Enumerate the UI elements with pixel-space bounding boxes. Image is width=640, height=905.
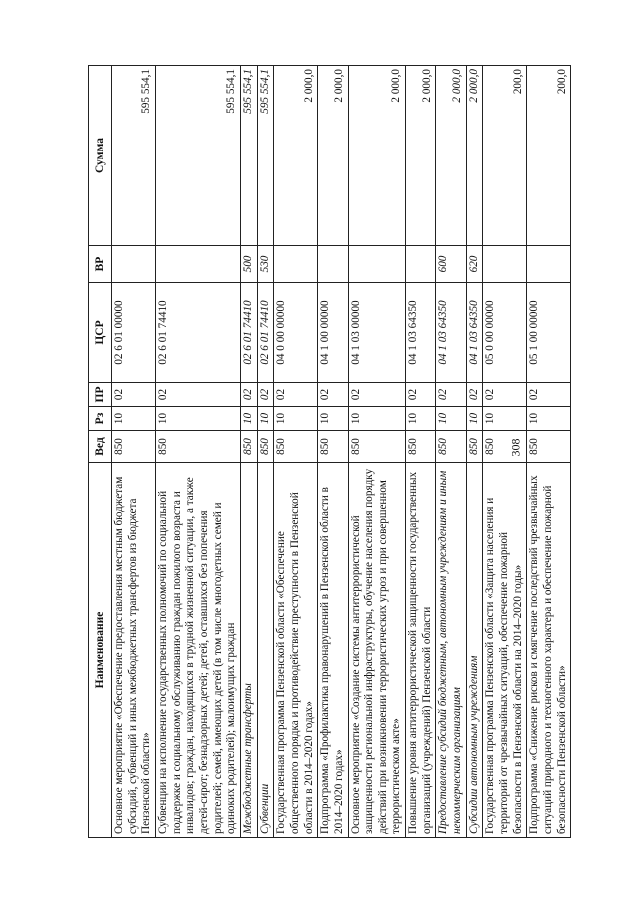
cell-rz: 10 (348, 407, 406, 431)
cell-vr (318, 246, 348, 283)
cell-sum: 200,0 (483, 66, 527, 246)
header-rz: Рз (89, 407, 112, 431)
table-header-row (89, 66, 112, 838)
cell-sum: 2 000,0 (436, 66, 466, 246)
cell-pr: 02 (274, 383, 318, 407)
cell-ved: 850 (348, 431, 406, 463)
cell-sum: 595 554,1 (257, 66, 274, 246)
header-csr: ЦСР (89, 283, 112, 383)
cell-name: Государственная программа Пензенской области «Защита населения и территорий от чрезвычайных ситуаций, обеспечение пожарной безопасности в Пензенской области на 2014–2020 годы» (483, 463, 527, 838)
cell-pr: 02 (466, 383, 483, 407)
cell-pr: 02 (257, 383, 274, 407)
cell-csr: 04 1 03 64350 (436, 283, 466, 383)
cell-rz: 10 (406, 407, 436, 431)
cell-csr: 02 6 01 74410 (257, 283, 274, 383)
cell-name: Субвенции (257, 463, 274, 838)
cell-pr: 02 (112, 383, 156, 407)
cell-vr: 620 (466, 246, 483, 283)
cell-sum: 595 554,1 (240, 66, 257, 246)
cell-pr: 02 (406, 383, 436, 407)
cell-rz: 10 (466, 407, 483, 431)
cell-vr (274, 246, 318, 283)
header-name: Наименование (89, 463, 112, 838)
cell-name: Подпрограмма «Снижение рисков и смягчение последствий чрезвычайных ситуаций природного и техногенного характера и обеспечение пожарной безопасности Пензенской области» (527, 463, 571, 838)
cell-ved: 850 (155, 431, 240, 463)
table-row (257, 66, 274, 838)
cell-vr: 500 (240, 246, 257, 283)
cell-sum: 595 554,1 (112, 66, 156, 246)
cell-csr: 05 0 00 00000 (483, 283, 527, 383)
cell-rz: 10 (274, 407, 318, 431)
table-row (112, 66, 156, 838)
cell-rz: 10 (240, 407, 257, 431)
cell-name: Основное мероприятие «Обеспечение предоставления местным бюджетам субсидий, субвенций и иных межбюджетных трансфертов из бюджета Пензенской области» (112, 463, 156, 838)
table-row (274, 66, 318, 838)
cell-rz: 10 (318, 407, 348, 431)
table-row (318, 66, 348, 838)
cell-ved: 850 (406, 431, 436, 463)
table-row (466, 66, 483, 838)
cell-sum: 2 000,0 (348, 66, 406, 246)
budget-table (88, 65, 571, 838)
cell-vr (483, 246, 527, 283)
cell-rz: 10 (257, 407, 274, 431)
cell-rz: 10 (483, 407, 527, 431)
table-row (155, 66, 240, 838)
cell-name: Субсидии автономным учреждениям (466, 463, 483, 838)
cell-vr: 530 (257, 246, 274, 283)
header-pr: ПР (89, 383, 112, 407)
cell-pr: 02 (318, 383, 348, 407)
cell-vr (112, 246, 156, 283)
table-row (527, 66, 571, 838)
cell-vr: 600 (436, 246, 466, 283)
rotated-table-container (88, 66, 568, 838)
header-sum: Сумма (89, 66, 112, 246)
cell-ved: 850 (318, 431, 348, 463)
cell-csr: 02 6 01 00000 (112, 283, 156, 383)
cell-name: Межбюджетные трансферты (240, 463, 257, 838)
table-row (436, 66, 466, 838)
cell-ved: 850 (240, 431, 257, 463)
cell-pr: 02 (436, 383, 466, 407)
cell-csr: 04 1 03 64350 (466, 283, 483, 383)
cell-csr: 02 6 01 74410 (155, 283, 240, 383)
cell-csr: 04 1 00 00000 (318, 283, 348, 383)
cell-rz: 10 (112, 407, 156, 431)
table-row (406, 66, 436, 838)
cell-name: Субвенции на исполнение государственных полномочий по социальной поддержке и социальному обслуживанию граждан пожилого возраста и инвалидов; граждан, находящихся в трудной жизненной ситуации, а также детей-сирот; безнадзорных детей; детей, оставшихся без попечения родителей; семей, имеющих детей (в том числе многодетных семей и одиноких родителей); малоимущих граждан (155, 463, 240, 838)
cell-rz: 10 (155, 407, 240, 431)
cell-rz: 10 (527, 407, 571, 431)
cell-ved: 850 (274, 431, 318, 463)
cell-name: Подпрограмма «Профилактика правонарушений в Пензенской области в 2014–2020 годах» (318, 463, 348, 838)
cell-ved: 850 (436, 431, 466, 463)
cell-sum: 2 000,0 (318, 66, 348, 246)
header-ved: Вед (89, 431, 112, 463)
cell-pr: 02 (348, 383, 406, 407)
cell-ved: 850 (527, 431, 571, 463)
cell-sum: 2 000,0 (406, 66, 436, 246)
cell-name: Предоставление субсидий бюджетным, автономным учреждениям и иным некоммерческим организациям (436, 463, 466, 838)
cell-vr (527, 246, 571, 283)
cell-vr (348, 246, 406, 283)
header-vr: ВР (89, 246, 112, 283)
cell-ved: 850 (112, 431, 156, 463)
cell-pr: 02 (483, 383, 527, 407)
cell-sum: 200,0 (527, 66, 571, 246)
cell-vr (406, 246, 436, 283)
cell-pr: 02 (240, 383, 257, 407)
table-body (112, 66, 571, 838)
cell-name: Повышение уровня антитеррористической защищенности государственных организаций (учреждений) Пензенской области (406, 463, 436, 838)
cell-sum: 2 000,0 (466, 66, 483, 246)
cell-pr: 02 (527, 383, 571, 407)
cell-ved: 850 (466, 431, 483, 463)
table-row (483, 66, 527, 838)
cell-csr: 02 6 01 74410 (240, 283, 257, 383)
cell-csr: 04 1 03 64350 (406, 283, 436, 383)
cell-rz: 10 (436, 407, 466, 431)
page-number: 308 (508, 438, 523, 457)
table-row (348, 66, 406, 838)
cell-name: Государственная программа Пензенской области «Обеспечение общественного порядка и противодействие преступности в Пензенской области в 2014–2020 годах» (274, 463, 318, 838)
cell-csr: 04 1 03 00000 (348, 283, 406, 383)
cell-ved: 850 (257, 431, 274, 463)
cell-csr: 04 0 00 00000 (274, 283, 318, 383)
cell-pr: 02 (155, 383, 240, 407)
cell-sum: 2 000,0 (274, 66, 318, 246)
table-row (240, 66, 257, 838)
cell-csr: 05 1 00 00000 (527, 283, 571, 383)
cell-name: Основное мероприятие «Создание системы антитеррористической защищенности региональной инфраструктуры, обучение населения порядку действий при возникновении террористических угроз и при совершенном террористическом акте» (348, 463, 406, 838)
cell-vr (155, 246, 240, 283)
cell-ved: 850 (483, 431, 527, 463)
cell-sum: 595 554,1 (155, 66, 240, 246)
